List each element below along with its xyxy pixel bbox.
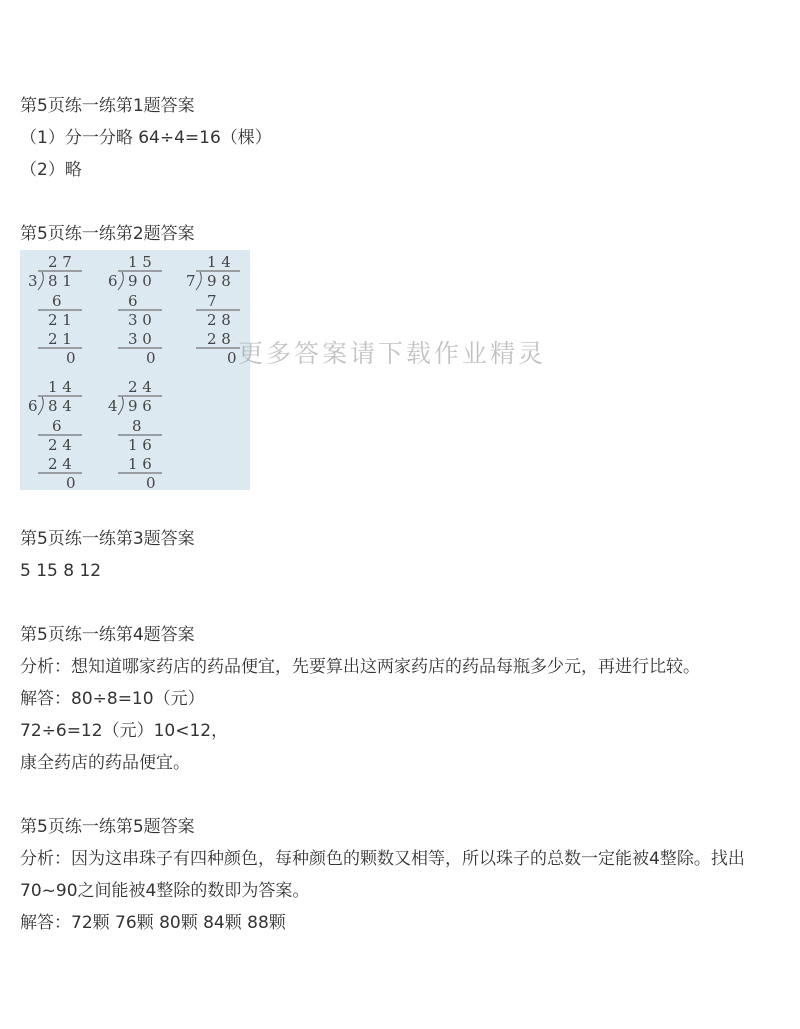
step: 2 4: [48, 436, 72, 454]
step: 1 6: [128, 436, 152, 454]
divisor: 4: [108, 397, 118, 415]
step: 3 0: [128, 330, 152, 348]
dividend: 9 0: [128, 272, 152, 290]
q4-line-2: 解答：80÷8=10（元）: [20, 689, 205, 709]
step: 3 0: [128, 311, 152, 329]
dividend: 8 1: [48, 272, 72, 290]
quotient: 1 4: [207, 253, 231, 271]
q1-title: 第5页练一练第1题答案: [20, 96, 195, 116]
step: 2 1: [48, 311, 72, 329]
divisor: 6: [108, 272, 118, 290]
division-1: [28, 253, 82, 367]
step: 7: [207, 292, 217, 310]
step: 1 6: [128, 455, 152, 473]
division-5: [108, 378, 162, 490]
step: 0: [227, 349, 237, 367]
dividend: 9 6: [128, 397, 152, 415]
q4-line-3: 72÷6=12（元）10<12，: [20, 721, 229, 741]
step: 0: [146, 349, 156, 367]
quotient: 2 7: [48, 253, 72, 271]
q4-line-4: 康全药店的药品便宜。: [20, 753, 190, 773]
q5-answer: 解答：72颗 76颗 80颗 84颗 88颗: [20, 913, 286, 933]
step: 2 1: [48, 330, 72, 348]
divisor: 7: [186, 272, 196, 290]
q2-title: 第5页练一练第2题答案: [20, 224, 195, 244]
long-division-image: [20, 250, 250, 490]
dividend: 8 4: [48, 397, 72, 415]
divisor: 3: [28, 272, 38, 290]
division-3: [186, 253, 240, 367]
q5-analysis: 分析：因为这串珠子有四种颜色，每种颜色的颗数又相等，所以珠子的总数一定能被4整除。找出70~90之间能被4整除的数即为答案。: [20, 849, 745, 901]
step: 2 4: [48, 455, 72, 473]
step: 2 8: [207, 330, 231, 348]
q1-line-1: （1）分一分略 64÷4=16（棵）: [20, 128, 272, 148]
quotient: 1 4: [48, 378, 72, 396]
q4-title: 第5页练一练第4题答案: [20, 625, 195, 645]
step: 0: [66, 349, 76, 367]
divisor: 6: [28, 397, 38, 415]
watermark: 更多答案请下载作业精灵: [238, 339, 547, 368]
step: 8: [132, 417, 142, 435]
step: 0: [146, 474, 156, 490]
q3-answer: 5 15 8 12: [20, 561, 102, 581]
q3-title: 第5页练一练第3题答案: [20, 529, 195, 549]
step: 6: [128, 292, 138, 310]
q1-line-2: （2）略: [20, 160, 82, 180]
quotient: 1 5: [128, 253, 152, 271]
division-4: [28, 378, 82, 490]
dividend: 9 8: [207, 272, 231, 290]
q5-title: 第5页练一练第5题答案: [20, 817, 195, 837]
step: 6: [52, 417, 62, 435]
step: 2 8: [207, 311, 231, 329]
step: 0: [66, 474, 76, 490]
quotient: 2 4: [128, 378, 152, 396]
step: 6: [52, 292, 62, 310]
q4-line-1: 分析：想知道哪家药店的药品便宜，先要算出这两家药店的药品每瓶多少元，再进行比较。: [20, 657, 700, 677]
division-2: [108, 253, 162, 367]
